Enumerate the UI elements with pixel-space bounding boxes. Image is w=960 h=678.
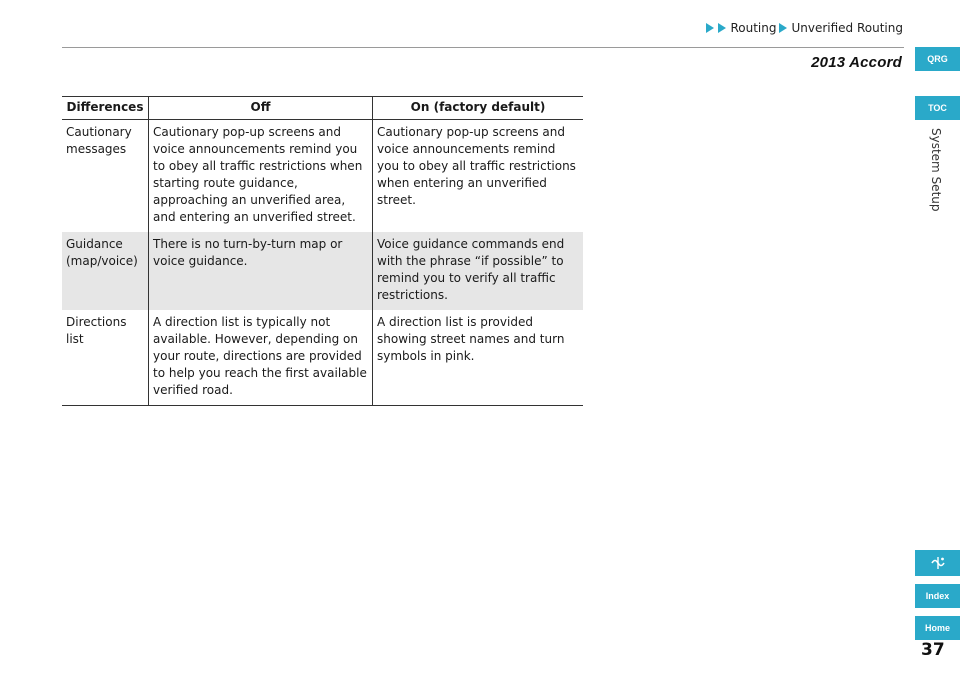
table-cell: Cautionary pop-up screens and voice announcements remind you to obey all traffic restrictions when starting route guidance, approaching an unverified area, and entering an unverified street. xyxy=(149,120,373,233)
breadcrumb-link-routing[interactable]: Routing xyxy=(730,21,777,35)
table-cell: Voice guidance commands end with the phrase “if possible” to remind you to verify all traffic restrictions. xyxy=(373,232,584,310)
table-cell: Cautionary pop-up screens and voice announcements remind you to obey all traffic restrictions when entering an unverified street. xyxy=(373,120,584,233)
section-label: System Setup xyxy=(929,128,943,212)
home-tab[interactable]: Home xyxy=(915,616,960,640)
table-cell: A direction list is provided showing street names and turn symbols in pink. xyxy=(373,310,584,406)
header-divider xyxy=(62,47,904,48)
voice-command-tab[interactable] xyxy=(915,550,960,576)
column-header: On (factory default) xyxy=(373,97,584,120)
voice-command-icon xyxy=(928,554,948,572)
breadcrumb-current: Unverified Routing xyxy=(791,21,903,35)
table-row xyxy=(62,232,583,310)
table-cell: Guidance (map/voice) xyxy=(62,232,149,310)
index-tab[interactable]: Index xyxy=(915,584,960,608)
table-row xyxy=(62,120,583,233)
table-cell: Directions list xyxy=(62,310,149,406)
table-cell: A direction list is typically not available. However, depending on your route, directions are provided to help you reach the first available verified road. xyxy=(149,310,373,406)
page-number: 37 xyxy=(921,640,945,660)
toc-tab[interactable]: TOC xyxy=(915,96,960,120)
table-cell: There is no turn-by-turn map or voice guidance. xyxy=(149,232,373,310)
qrg-tab[interactable]: QRG xyxy=(915,47,960,71)
column-header: Off xyxy=(149,97,373,120)
table-cell: Cautionary messages xyxy=(66,125,132,156)
arrow-right-icon xyxy=(779,23,787,33)
breadcrumb xyxy=(706,21,903,35)
arrow-right-icon xyxy=(706,23,714,33)
table-row xyxy=(62,310,583,406)
column-header: Differences xyxy=(62,97,149,120)
arrow-right-icon xyxy=(718,23,726,33)
model-title: 2013 Accord xyxy=(811,54,902,71)
table-header-row xyxy=(62,97,583,120)
unverified-routing-table xyxy=(62,96,583,406)
